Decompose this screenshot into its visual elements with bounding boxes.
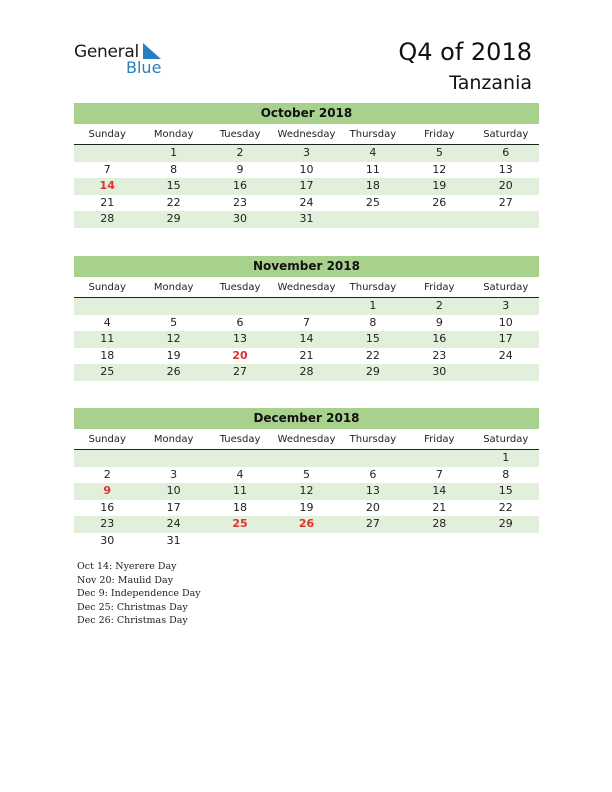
day-cell: 14 [299,332,314,345]
day-cell [140,450,206,467]
weekday-label: Saturday [483,282,529,293]
day-cell: 8 [502,467,510,481]
weekday-header-row [74,126,539,145]
weekday-label: Tuesday [219,282,261,293]
week-row [74,195,539,212]
weekday-label: Tuesday [219,129,261,140]
day-cell: 29 [365,365,380,378]
day-cell: 21 [299,348,314,362]
weekday-label: Monday [153,129,194,140]
weekday-header-row [74,279,539,298]
day-cell: 3 [170,467,178,481]
day-cell: 11 [100,332,115,345]
week-row [74,533,539,550]
day-cell: 7 [302,315,310,329]
country-name: Tanzania [449,72,532,94]
weekday-label: Sunday [88,129,126,140]
day-cell [273,450,339,467]
day-cell: 3 [302,146,310,159]
month-title: October 2018 [74,103,539,124]
day-cell [340,450,406,467]
day-cell: 2 [435,299,443,312]
day-cell [74,145,140,162]
day-cell [207,533,273,550]
week-row [74,145,539,162]
day-cell: 17 [299,179,314,192]
day-cell: 5 [170,315,178,329]
day-cell: 18 [365,179,380,192]
day-cell [406,211,472,228]
day-cell: 19 [299,500,314,514]
weekday-label: Sunday [88,282,126,293]
day-cell: 6 [502,146,510,159]
day-cell: 28 [432,517,447,530]
weekday-label: Thursday [349,129,397,140]
day-cell [473,533,539,550]
day-cell [406,533,472,550]
day-cell [473,211,539,228]
day-cell: 20 [498,179,513,192]
day-cell: 31 [166,533,181,547]
weekday-label: Wednesday [277,129,336,140]
page-title: Q4 of 2018 [398,38,532,66]
day-cell: 2 [103,467,111,481]
day-cell: 13 [233,332,248,345]
week-row [74,162,539,179]
weekday-label: Sunday [88,434,126,445]
holiday-note: Dec 26: Christmas Day [77,615,188,627]
day-cell: 27 [365,517,380,530]
day-cell: 9 [236,162,244,176]
weekday-label: Thursday [349,434,397,445]
day-cell: 1 [369,299,377,312]
day-cell [207,298,273,315]
day-cell: 6 [369,467,377,481]
day-cell: 3 [502,299,510,312]
day-cell: 14 [432,484,447,497]
weekday-label: Monday [153,282,194,293]
day-cell: 21 [100,195,115,209]
holiday-note: Oct 14: Nyerere Day [77,561,177,572]
day-cell: 25 [365,195,380,209]
week-row [74,315,539,332]
day-cell: 25 [100,365,115,378]
weekday-label: Saturday [483,434,529,445]
day-cell: 12 [299,484,314,497]
holiday-notes [77,560,201,628]
day-cell: 26 [432,195,447,209]
day-cell [207,450,273,467]
day-cell: 24 [498,348,513,362]
week-row [74,348,539,365]
day-cell: 11 [365,162,380,176]
day-cell: 4 [236,467,244,481]
day-cell: 7 [103,162,111,176]
day-cell: 8 [170,162,178,176]
day-cell: 23 [233,195,248,209]
day-cell: 28 [299,365,314,378]
week-row [74,331,539,348]
day-cell: 10 [166,484,181,497]
day-cell: 4 [103,315,111,329]
day-cell: 30 [432,365,447,378]
brand-logo [74,42,174,78]
day-cell: 14 [99,179,115,192]
day-cell: 26 [166,365,181,378]
day-cell [74,450,140,467]
day-cell: 16 [100,500,115,514]
week-row [74,500,539,517]
weekday-label: Friday [424,434,455,445]
day-cell: 6 [236,315,244,329]
day-cell: 27 [498,195,513,209]
day-cell: 12 [432,162,447,176]
day-cell [340,211,406,228]
day-cell: 9 [103,484,112,497]
weekday-label: Wednesday [277,282,336,293]
day-cell: 13 [498,162,513,176]
day-cell: 16 [233,179,248,192]
day-cell: 24 [166,517,181,530]
day-cell: 5 [435,146,443,159]
day-cell: 11 [233,484,248,497]
holiday-note: Nov 20: Maulid Day [77,574,174,586]
day-cell: 24 [299,195,314,209]
day-cell: 8 [369,315,377,329]
week-row [74,467,539,484]
day-cell: 30 [100,533,115,547]
day-cell: 13 [365,484,380,497]
day-cell: 23 [432,348,447,362]
day-cell: 1 [502,451,510,464]
brand-name-general: General [74,42,139,62]
day-cell: 25 [232,517,248,530]
day-cell: 16 [432,332,447,345]
weekday-label: Saturday [483,129,529,140]
day-cell: 30 [233,212,248,225]
holiday-note: Dec 9: Independence Day [77,588,201,600]
weekday-label: Tuesday [219,434,261,445]
week-row [74,483,539,500]
day-cell: 22 [365,348,380,362]
day-cell: 19 [432,179,447,192]
day-cell: 5 [302,467,310,481]
day-cell: 7 [435,467,443,481]
weekday-header-row [74,431,539,450]
holiday-note: Dec 25: Christmas Day [77,601,188,613]
day-cell: 28 [100,212,115,225]
brand-name-blue: Blue [126,58,162,77]
week-row [74,178,539,195]
day-cell: 29 [166,212,181,225]
day-cell: 22 [498,500,513,514]
day-cell: 15 [498,484,513,497]
day-cell: 9 [435,315,443,329]
day-cell: 27 [233,365,248,378]
day-cell: 10 [498,315,513,329]
weekday-label: Friday [424,129,455,140]
day-cell: 20 [365,500,380,514]
month-calendar-october [74,103,539,228]
weekday-label: Friday [424,282,455,293]
day-cell [273,298,339,315]
day-cell: 17 [498,332,513,345]
week-row [74,298,539,315]
day-cell: 4 [369,146,377,159]
day-cell [473,364,539,381]
week-row [74,450,539,467]
day-cell: 10 [299,162,314,176]
day-cell: 17 [166,500,181,514]
day-cell: 19 [166,348,181,362]
day-cell [140,298,206,315]
day-cell [74,298,140,315]
day-cell: 18 [100,348,115,362]
day-cell: 18 [233,500,248,514]
day-cell: 15 [166,179,181,192]
weekday-label: Monday [153,434,194,445]
day-cell: 12 [166,332,181,345]
day-cell: 23 [100,517,115,530]
day-cell [340,533,406,550]
month-title: December 2018 [74,408,539,429]
weekday-label: Thursday [349,282,397,293]
day-cell [273,533,339,550]
day-cell: 21 [432,500,447,514]
day-cell: 2 [236,146,244,159]
weekday-label: Wednesday [277,434,336,445]
month-title: November 2018 [74,256,539,277]
day-cell: 20 [232,348,248,362]
day-cell [406,450,472,467]
day-cell: 22 [166,195,181,209]
week-row [74,211,539,228]
day-cell: 1 [170,146,178,159]
month-calendar-november [74,256,539,381]
day-cell: 29 [498,517,513,530]
week-row [74,516,539,533]
month-calendar-december [74,408,539,549]
day-cell: 31 [299,212,314,225]
day-cell: 15 [365,332,380,345]
day-cell: 26 [298,517,315,530]
week-row [74,364,539,381]
